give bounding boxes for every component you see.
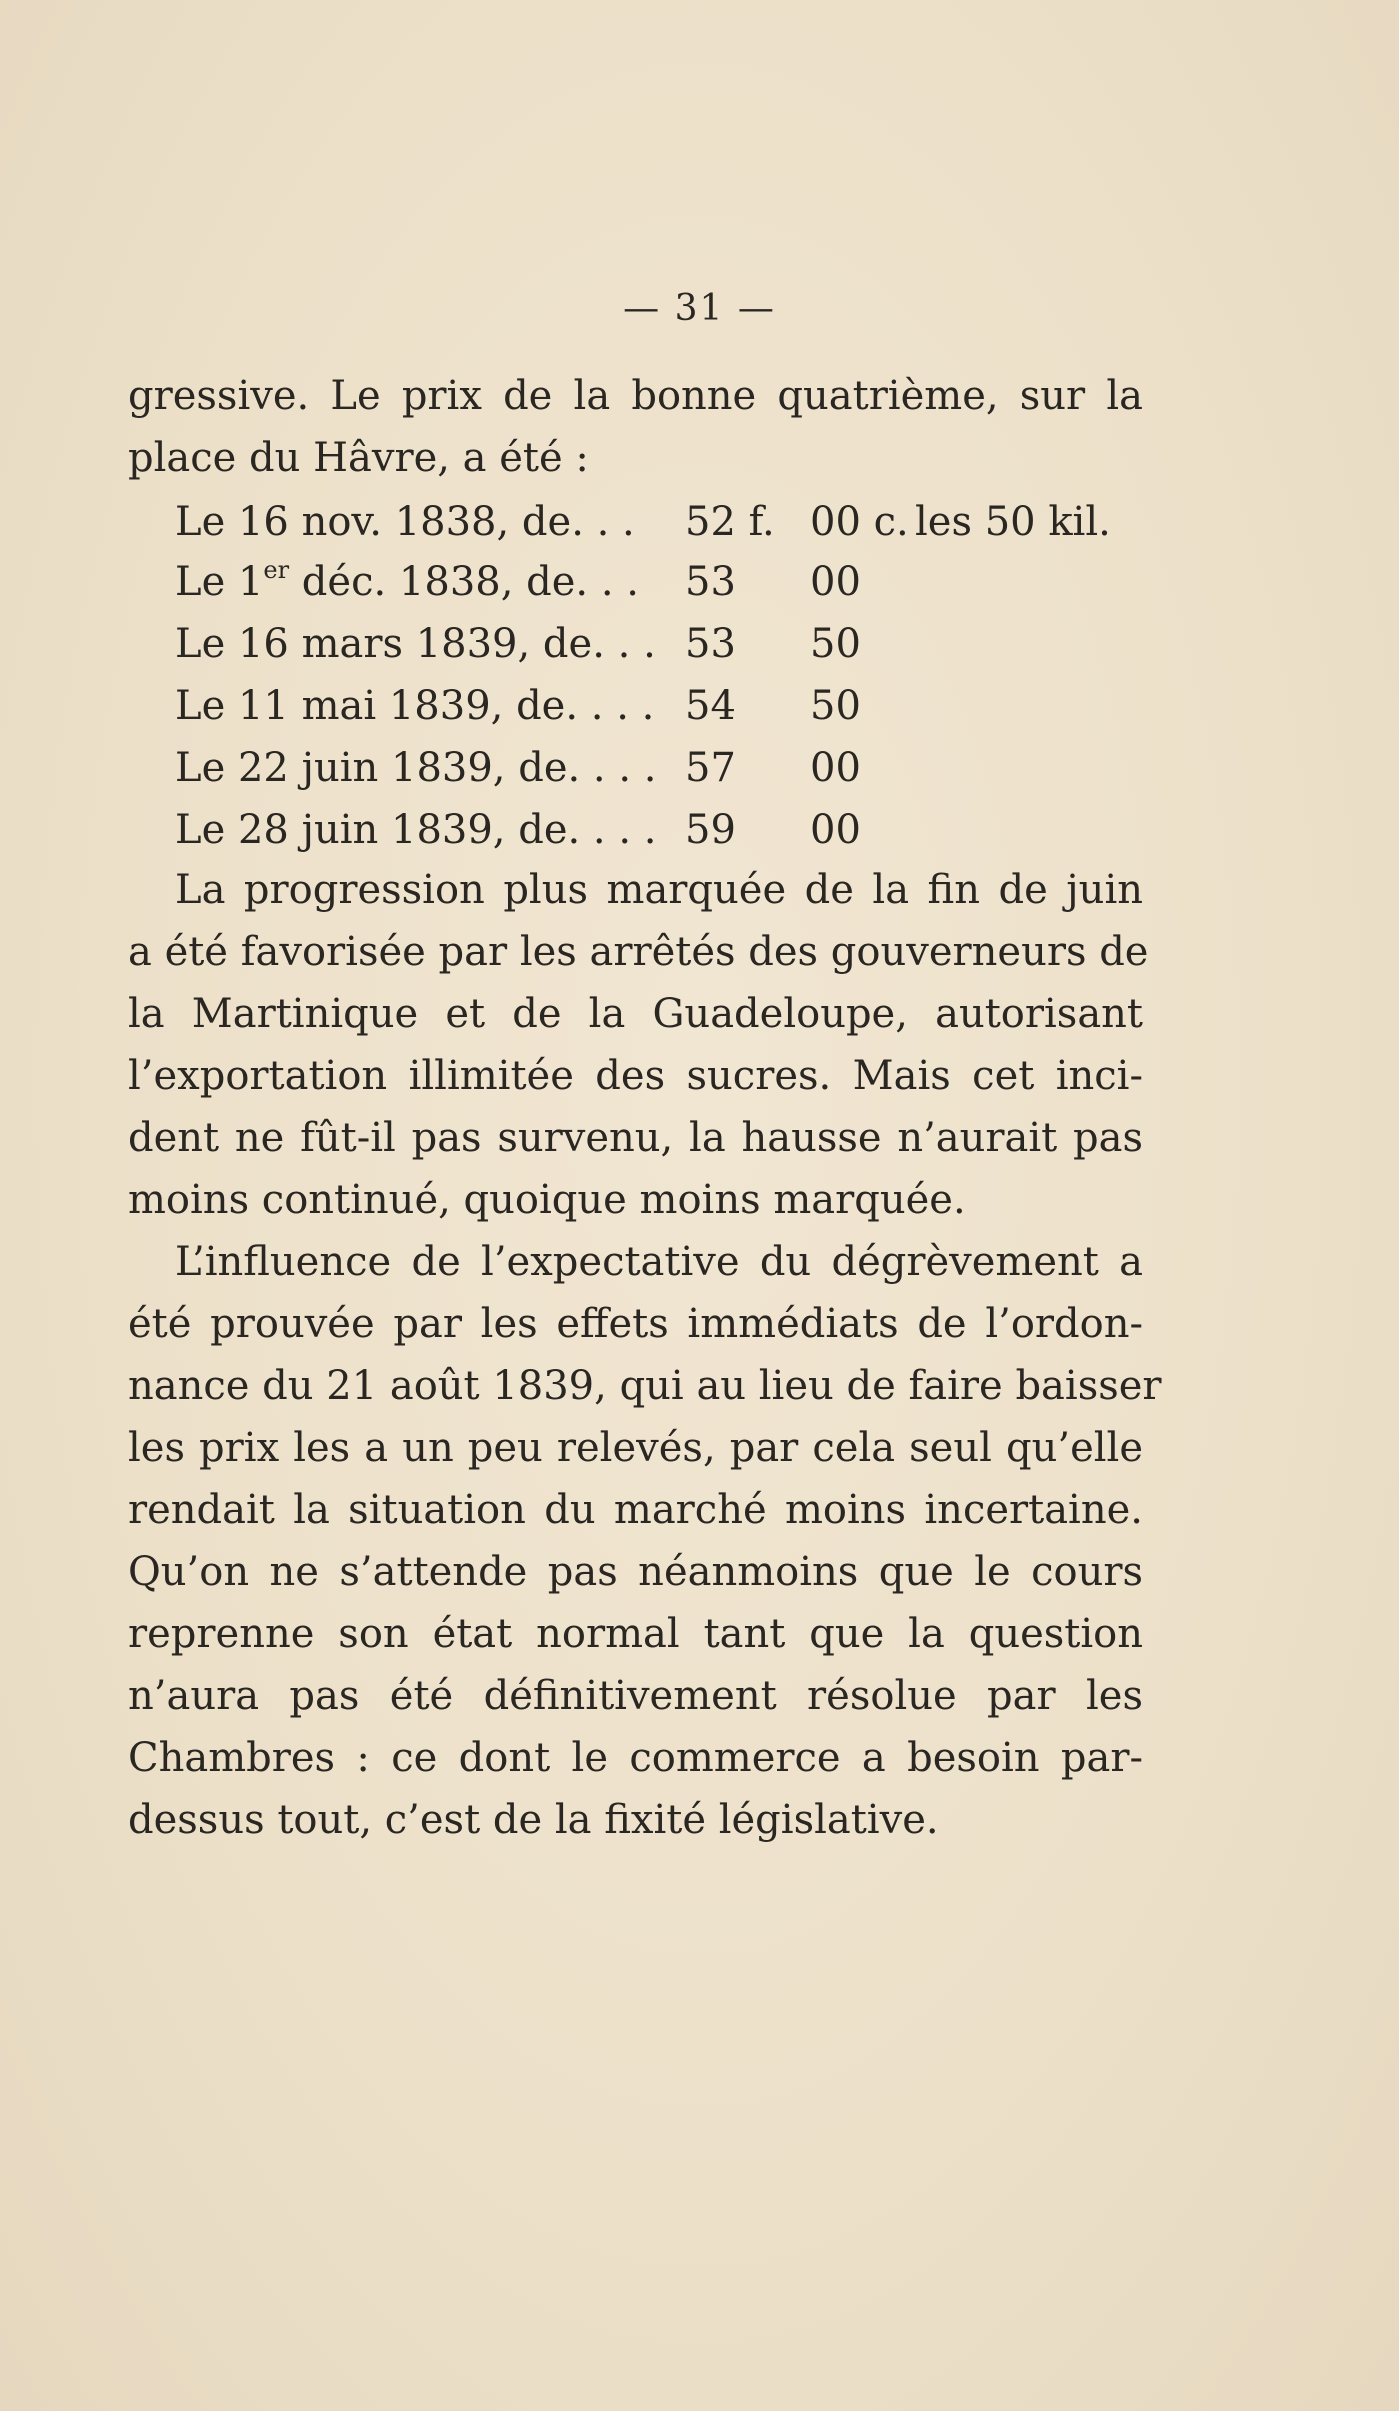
- price-cents: 00 c.: [810, 499, 909, 545]
- paragraph-line: La progression plus marquée de la fin de juin: [175, 867, 1143, 913]
- price-date-superscript: er: [263, 556, 290, 584]
- price-date: Le 16 nov. 1838, de. . .: [175, 499, 635, 545]
- paragraph-line: nance du 21 août 1839, qui au lieu de faire baisser: [128, 1363, 1162, 1409]
- paragraph-line: l’exportation illimitée des sucres. Mais cet inci-: [128, 1053, 1143, 1099]
- paragraph-line: n’aura pas été définitivement résolue par les: [128, 1673, 1143, 1719]
- paragraph-line: la Martinique et de la Guadeloupe, autorisant: [128, 991, 1143, 1037]
- price-date: Le 22 juin 1839, de. . . .: [175, 745, 657, 791]
- paragraph-line: dessus tout, c’est de la fixité législative.: [128, 1797, 939, 1843]
- intro-line-2: place du Hâvre, a été :: [128, 435, 589, 481]
- price-francs: 54: [685, 683, 736, 729]
- paragraph-line: Qu’on ne s’attende pas néanmoins que le cours: [128, 1549, 1143, 1595]
- price-francs: 57: [685, 745, 736, 791]
- price-francs: 52 f.: [685, 499, 775, 545]
- page-number: — 31 —: [623, 288, 776, 329]
- paragraph-line: Chambres : ce dont le commerce a besoin par-: [128, 1735, 1143, 1781]
- price-date: Le 11 mai 1839, de. . . .: [175, 683, 655, 729]
- price-date: Le 16 mars 1839, de. . .: [175, 621, 656, 667]
- paragraph-line: dent ne fût-il pas survenu, la hausse n’aurait pas: [128, 1115, 1143, 1161]
- price-date: [175, 556, 639, 605]
- price-cents: 00: [810, 807, 861, 853]
- price-francs: 59: [685, 807, 736, 853]
- price-date-prefix: Le 1: [175, 559, 264, 605]
- paragraph-line: L’influence de l’expectative du dégrèvement a: [175, 1239, 1143, 1285]
- price-cents: 00: [810, 559, 861, 605]
- price-cents: 50: [810, 683, 861, 729]
- price-francs: 53: [685, 559, 736, 605]
- paragraph-line: les prix les a un peu relevés, par cela seul qu’elle: [128, 1425, 1143, 1471]
- paragraph-line: rendait la situation du marché moins incertaine.: [128, 1487, 1143, 1533]
- price-unit: les 50 kil.: [915, 499, 1111, 545]
- paragraph-line: été prouvée par les effets immédiats de l’ordon-: [128, 1301, 1143, 1347]
- price-francs: 53: [685, 621, 736, 667]
- price-date-rest: déc. 1838, de. . .: [289, 559, 639, 605]
- price-date: Le 28 juin 1839, de. . . .: [175, 807, 657, 853]
- paragraph-line: moins continué, quoique moins marquée.: [128, 1177, 966, 1223]
- intro-line-1: gressive. Le prix de la bonne quatrième, sur la: [128, 373, 1143, 419]
- paragraph-line: reprenne son état normal tant que la question: [128, 1611, 1143, 1657]
- paragraph-line: a été favorisée par les arrêtés des gouverneurs de: [128, 929, 1149, 975]
- price-cents: 00: [810, 745, 861, 791]
- price-cents: 50: [810, 621, 861, 667]
